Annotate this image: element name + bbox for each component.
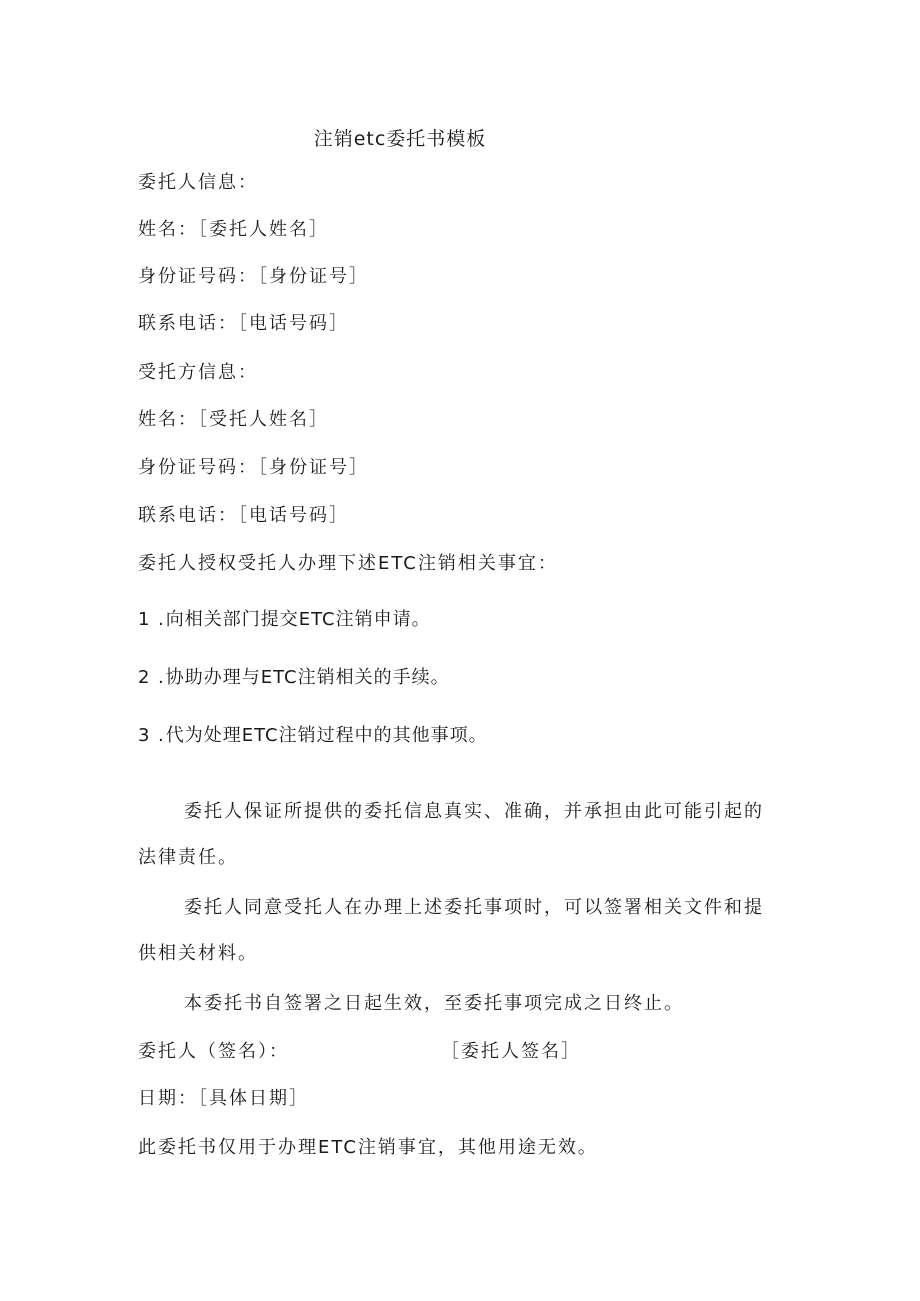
principal-phone: 联系电话：［电话号码］ (138, 313, 349, 334)
paragraph-consent (138, 896, 770, 966)
paragraph-guarantee (138, 800, 770, 870)
document-title: 注销etc委托书模板 (313, 128, 487, 150)
list-item: 3 .代为处理ETC注销过程中的其他事项。 (138, 725, 488, 746)
paragraph-line: 供相关材料。 (138, 943, 258, 964)
principal-id: 身份证号码：［身份证号］ (138, 266, 369, 287)
agent-phone: 联系电话：［电话号码］ (138, 505, 349, 526)
list-item-number: 1 (138, 609, 151, 630)
agent-name: 姓名：［受托人姓名］ (138, 409, 329, 430)
authorization-intro: 委托人授权受托人办理下述ETC注销相关事宜： (138, 553, 558, 574)
paragraph-line: 委托人保证所提供的委托信息真实、准确，并承担由此可能引起的 (184, 801, 764, 822)
list-item-number: 2 (138, 667, 151, 688)
list-item-text: 向相关部门提交ETC注销申请。 (165, 609, 431, 630)
list-item-text: 代为处理ETC注销过程中的其他事项。 (165, 725, 488, 746)
signature-label: 委托人（签名）： (138, 1041, 289, 1062)
list-item-number: 3 (138, 725, 151, 746)
paragraph-line: 本委托书自签署之日起生效，至委托事项完成之日终止。 (184, 993, 684, 1014)
agent-heading: 受托方信息： (138, 362, 258, 383)
list-item: 1 .向相关部门提交ETC注销申请。 (138, 609, 431, 630)
paragraph-line: 法律责任。 (138, 847, 238, 868)
principal-heading: 委托人信息： (138, 172, 258, 193)
principal-name: 姓名：［委托人姓名］ (138, 219, 329, 240)
date-line: 日期：［具体日期］ (138, 1088, 309, 1109)
paragraph-line: 委托人同意受托人在办理上述委托事项时，可以签署相关文件和提 (184, 897, 764, 918)
list-item: 2 .协助办理与ETC注销相关的手续。 (138, 667, 450, 688)
paragraph-validity (138, 992, 770, 1016)
footer-note: 此委托书仅用于办理ETC注销事宜，其他用途无效。 (138, 1137, 598, 1158)
signature-placeholder: ［委托人签名］ (441, 1041, 581, 1062)
agent-id: 身份证号码：［身份证号］ (138, 457, 369, 478)
list-item-text: 协助办理与ETC注销相关的手续。 (165, 667, 450, 688)
